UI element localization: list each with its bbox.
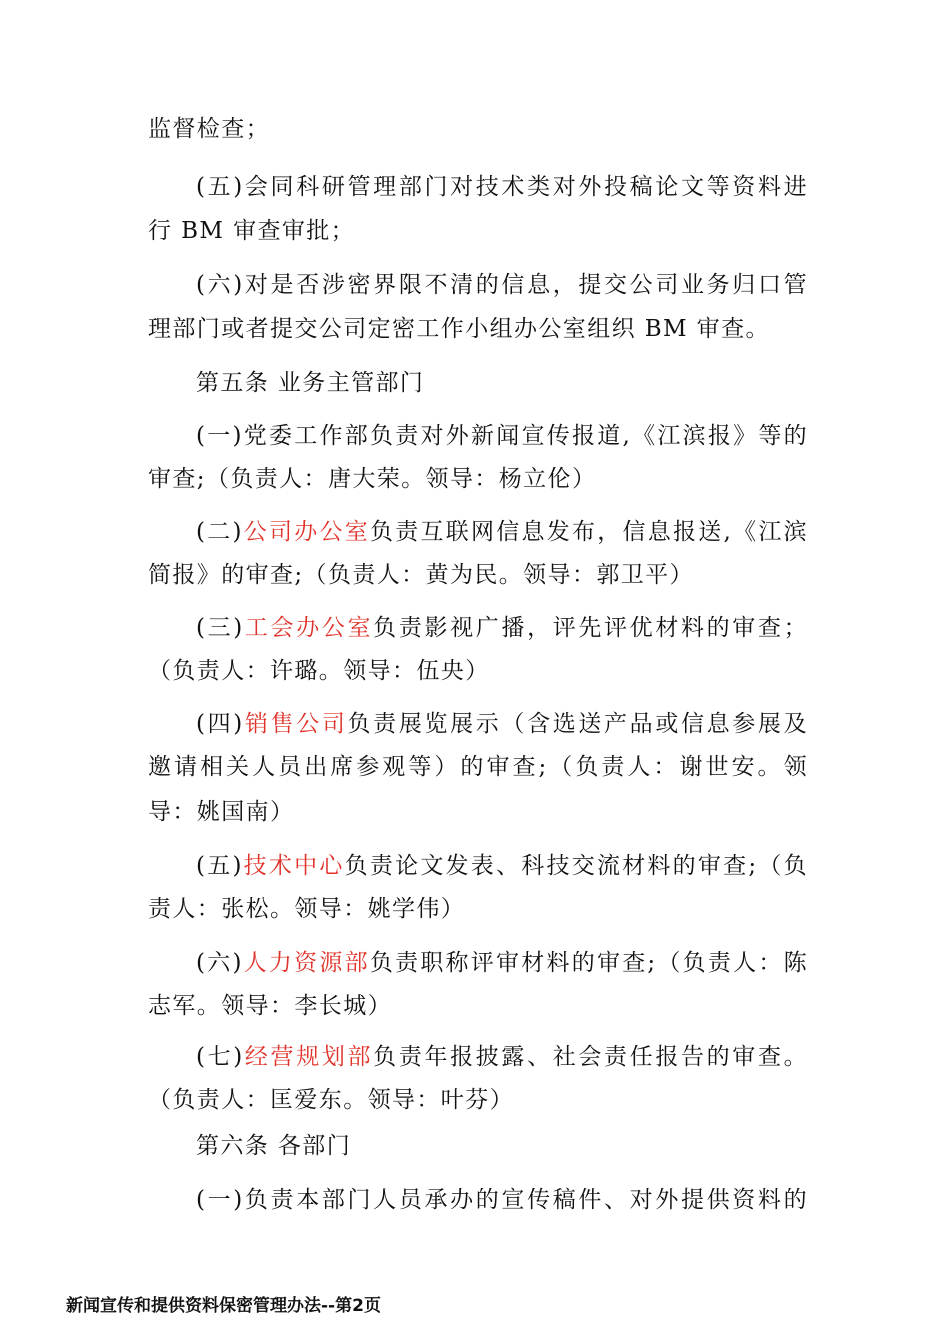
text-line: 导：姚国南） [148, 799, 295, 825]
text-line [196, 948, 808, 978]
text-line [196, 1042, 808, 1072]
article-heading: 第六条 各部门 [196, 1133, 352, 1159]
item-number: (三) [196, 615, 244, 641]
text-line [196, 851, 808, 881]
text-line: 简报》的审查;（负责人：黄为民。领导：郭卫平） [148, 562, 694, 588]
department-name: 销售公司 [243, 711, 348, 737]
text-line: 监督检查； [148, 116, 270, 142]
text-line: 行 BM 审查审批； [148, 218, 356, 244]
item-number: (四) [196, 711, 244, 737]
item-text: 负责年报披露、社会责任报告的审查。 [373, 1044, 808, 1070]
item-text: 负责论文发表、科技交流材料的审查;（负 [344, 853, 808, 879]
text-line: （负责人：许璐。领导：伍央） [148, 658, 490, 684]
item-number: (六) [196, 950, 243, 976]
text-line: 邀请相关人员出席参观等）的审查;（负责人：谢世安。领 [148, 754, 808, 780]
item-text: 负责互联网信息发布，信息报送,《江滨 [369, 519, 808, 545]
item-number: (二) [196, 519, 243, 545]
department-name: 公司办公室 [242, 519, 370, 545]
text-line [196, 709, 808, 739]
item-number: (七) [196, 1044, 244, 1070]
text-line: (六)对是否涉密界限不清的信息，提交公司业务归口管 [196, 272, 808, 298]
department-name: 工会办公室 [243, 615, 374, 641]
text-line: (一)党委工作部负责对外新闻宣传报道,《江滨报》等的 [196, 423, 808, 449]
item-text: 负责职称评审材料的审查;（负责人：陈 [369, 950, 808, 976]
text-line: 志军。领导：李长城） [148, 993, 392, 1019]
page-footer: 新闻宣传和提供资料保密管理办法--第2页 [66, 1296, 381, 1316]
article-heading: 第五条 业务主管部门 [196, 370, 425, 396]
text-line: 理部门或者提交公司定密工作小组办公室组织 BM 审查。 [148, 316, 770, 342]
text-line: (五)会同科研管理部门对技术类对外投稿论文等资料进 [196, 174, 808, 200]
department-name: 经营规划部 [243, 1044, 374, 1070]
department-name: 技术中心 [242, 853, 345, 879]
item-text: 负责影视广播，评先评优材料的审查； [373, 615, 808, 641]
text-line: 审查;（负责人：唐大荣。领导：杨立伦） [148, 466, 597, 492]
department-name: 人力资源部 [242, 950, 370, 976]
text-line [196, 517, 808, 547]
item-number: (五) [196, 853, 243, 879]
text-line: (一)负责本部门人员承办的宣传稿件、对外提供资料的 [196, 1187, 808, 1213]
text-line: （负责人：匡爱东。领导：叶芬） [148, 1087, 514, 1113]
text-line: 责人：张松。领导：姚学伟） [148, 896, 466, 922]
text-line [196, 613, 808, 643]
item-text: 负责展览展示（含选送产品或信息参展及 [347, 711, 808, 737]
